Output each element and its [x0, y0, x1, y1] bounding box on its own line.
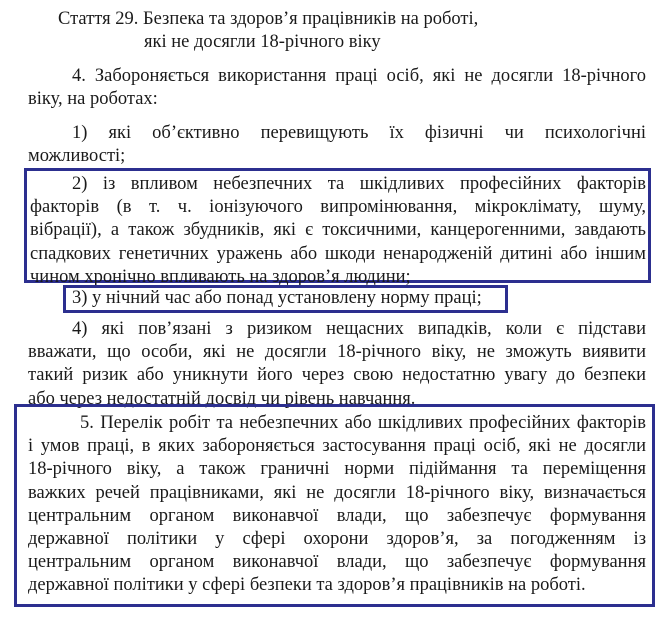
item-1-line: можливості; — [28, 146, 126, 167]
item-2-line: спадкових генетичних уражень або шкоди ненародженій дитині або іншим — [30, 243, 646, 264]
part-5-line: важких речей працівниками, які не досягли 18-річного віку, визначається — [28, 482, 646, 503]
item-4-line: такий ризик або уникнути його через свою недостатню увагу до безпеки — [28, 365, 646, 386]
item-2-paragraph — [30, 173, 646, 289]
part-5-line: державної політики у сфері охорони здоров’я, за погодженням із — [28, 529, 646, 550]
item-2-line: вібрації), а також збудників, які є токсичними, канцерогенними, завдають — [30, 220, 646, 241]
item-4-paragraph — [28, 318, 646, 411]
part-5-line: центральним органом виконавчої влади, що забезпечує формування — [28, 552, 646, 573]
item-1-paragraph — [28, 122, 646, 168]
article-title — [58, 8, 658, 54]
item-1-line: 1) які об’єктивно перевищують їх фізичні чи психологічні — [72, 123, 646, 143]
item-4-line: 4) які пов’язані з ризиком нещасних випадків, коли є підстави — [72, 319, 646, 339]
part-5-line: 18-річного віку, а також граничні норми підіймання та переміщення — [28, 459, 646, 480]
part-5-line: центральним органом виконавчої влади, що забезпечує формування — [28, 505, 646, 526]
part-4-line: віку, на роботах: — [28, 89, 158, 110]
article-title-line-1: Стаття 29. Безпека та здоров’я працівників на роботі, — [58, 9, 479, 29]
item-2-line: чином хронічно впливають на здоров’я людини; — [30, 266, 411, 287]
item-4-line: вважати, що особи, які не досягли 18-річного віку, не зможуть виявити — [28, 342, 646, 363]
part-5-paragraph — [28, 412, 646, 598]
item-3-paragraph — [72, 287, 502, 310]
item-3-line: 3) у нічний час або понад установлену норму праці; — [72, 288, 482, 308]
article-title-line-2: які не досягли 18-річного віку — [144, 32, 381, 52]
item-2-line: факторів (в т. ч. іонізуючого випромінювання, мікроклімату, шуму, — [30, 197, 646, 218]
part-4-line: 4. Забороняється використання праці осіб, які не досягли 18-річного — [72, 66, 646, 86]
part-4-paragraph — [28, 65, 646, 111]
part-5-line: і умов праці, в яких забороняється застосування праці осіб, які не досягли — [28, 436, 646, 457]
item-4-line: або через недостатній досвід чи рівень навчання. — [28, 388, 416, 409]
part-5-line: державної політики у сфері безпеки та здоров’я працівників на роботі. — [28, 575, 586, 596]
item-2-line: 2) із впливом небезпечних та шкідливих професійних факторів — [72, 174, 646, 194]
part-5-line: 5. Перелік робіт та небезпечних або шкідливих професійних факторів — [80, 413, 646, 433]
